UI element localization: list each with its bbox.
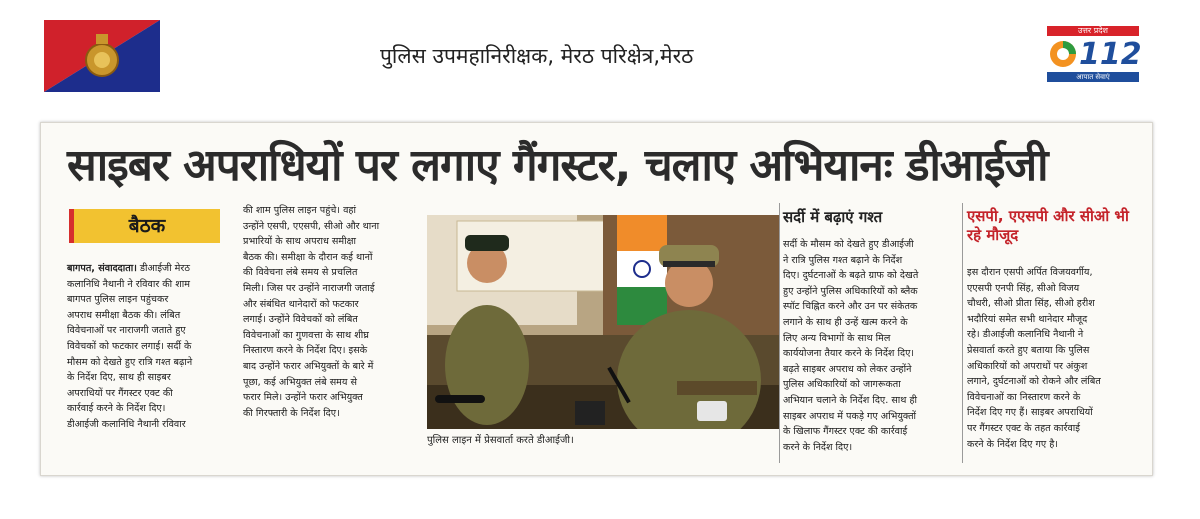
text-line: विवेचनाओं का निस्तारण करने के <box>967 391 1081 403</box>
text-line: विवेचनाओं पर नाराजगी जताते हुए <box>67 325 186 337</box>
text-line: अधिकारियों को अपराधों पर अंकुश <box>967 360 1088 372</box>
dateline: बागपत, संवाददाता। <box>67 263 137 274</box>
text-line: कलानिधि नैथानी ने रविवार की शाम <box>67 278 190 290</box>
article-column-3 <box>783 237 961 455</box>
text-line: विवेचनाओं का गुणवत्ता के साथ शीघ्र <box>243 329 369 341</box>
text-line: मौसम को देखते हुए रात्रि गश्त बढ़ाने <box>67 356 193 368</box>
text-line: पूछा, कई अभियुक्त लंबे समय से <box>243 376 358 388</box>
text-line: की शाम पुलिस लाइन पहुंचे। वहां <box>243 205 356 216</box>
text-line: इस दौरान एसपी अर्पित विजयवर्गीय, <box>967 267 1093 278</box>
text-line: हुए उन्होंने पुलिस अधिकारियों को ब्लैक <box>783 285 918 297</box>
text-line: फरार मिले। उन्होंने फरार अभियुक्त <box>243 392 363 404</box>
text-line: अपराध समीक्षा बैठक की। लंबित <box>67 309 181 321</box>
up-112-logo <box>1047 26 1142 86</box>
text-line: बाद उन्होंने फरार अभियुक्तों के बारे में <box>243 360 374 372</box>
text-line: लिए अन्य विभागों के साथ मिल <box>783 332 891 344</box>
text-line: के निर्देश दिए, साथ ही साइबर <box>67 372 171 384</box>
column-3-subhead: सर्दी में बढ़ाएं गश्त <box>783 208 883 226</box>
text-line: कार्रवाई करने के निर्देश दिए। <box>67 403 166 415</box>
article-column-1 <box>67 261 243 433</box>
text-line: प्रभारियों के साथ अपराध समीक्षा <box>243 236 356 248</box>
text-line: के खिलाफ गैंगस्टर एक्ट की कार्रवाई <box>783 426 908 438</box>
text-line: अपराधियों पर गैंगस्टर एक्ट की <box>67 387 173 399</box>
text-line: रहे। डीआईजी कलानिधि नैथानी ने <box>967 329 1084 341</box>
text-line: पर गैंगस्टर एक्ट के तहत कार्रवाई <box>967 422 1080 434</box>
text-line: चौधरी, सीओ प्रीता सिंह, सीओ हरीश <box>967 298 1095 310</box>
text-line: पुलिस अधिकारियों को जागरूकता <box>783 379 901 391</box>
text-line: ने रात्रि पुलिस गश्त बढ़ाने के निर्देश <box>783 254 903 266</box>
text-line: बागपत पुलिस लाइन पहुंचकर <box>67 294 169 306</box>
page-title: पुलिस उपमहानिरीक्षक, मेरठ परिक्षेत्र,मेरठ <box>380 44 694 68</box>
text-line: साइबर अपराध में पकड़े गए अभियुक्तों <box>783 410 917 422</box>
article-column-4 <box>967 265 1137 452</box>
text-line: और संबंधित थानेदारों को फटकार <box>243 298 359 310</box>
logo-112-top-text: उत्तर प्रदेश <box>1047 26 1139 36</box>
text-line: बैठक की। समीक्षा के दौरान कई थानों <box>243 251 373 263</box>
text-line: की गिरफ्तारी के निर्देश दिए। <box>243 407 340 419</box>
column-divider <box>779 203 780 463</box>
text-line: करने के निर्देश दिए गए है। <box>967 438 1058 450</box>
text-line: निर्देश दिए गए हैं। साइबर अपराधियों <box>967 407 1093 419</box>
text-line: भदौरियां समेत सभी थानेदार मौजूद <box>967 313 1088 325</box>
text-line: डीआईजी मेरठ <box>136 263 190 274</box>
column-4-subhead: एसपी, एएसपी और सीओ भी रहे मौजूद <box>967 207 1129 244</box>
logo-112-number: 112 <box>1079 37 1142 72</box>
logo-112-bottom-text: आपात सेवाएं <box>1047 72 1139 82</box>
text-line: अभियान चलाने के निर्देश दिए. साथ ही <box>783 394 918 406</box>
article-headline: साइबर अपराधियों पर लगाए गैंगस्टर, चलाए अभियानः डीआईजी <box>67 140 1048 191</box>
text-line: कार्ययोजना तैयार करने के निर्देश दिए। <box>783 348 915 360</box>
text-line: निस्तारण करने के निर्देश दिए। इसके <box>243 345 368 357</box>
text-line: बढ़ते साइबर अपराध को लेकर उन्होंने <box>783 363 912 375</box>
text-line: लगाने, दुर्घटनाओं को रोकने और लंबित <box>967 376 1101 388</box>
text-line: की विवेचना लंबे समय से प्रचलित <box>243 267 358 279</box>
text-line: स्पॉट चिह्नित करने और उन पर संकेतक <box>783 301 918 313</box>
text-line: लगाने के साथ ही उन्हें खत्म करने के <box>783 316 908 328</box>
text-line: मिली। जिस पर उन्होंने नाराजगी जताई <box>243 282 375 294</box>
section-tag: बैठक <box>69 209 220 243</box>
newspaper-clipping <box>40 122 1153 476</box>
text-line: विवेचकों को फटकार लगाई। सर्दी के <box>67 340 192 352</box>
text-line: लगाई। उन्होंने विवेचकों को लंबित <box>243 314 358 326</box>
press-conference-photo <box>427 215 779 429</box>
text-line: एएसपी एनपी सिंह, सीओ विजय <box>967 282 1080 294</box>
text-line: दिए। दुर्घटनाओं के बढ़ते ग्राफ को देखते <box>783 270 919 282</box>
text-line: सर्दी के मौसम को देखते हुए डीआईजी <box>783 239 914 250</box>
article-column-2 <box>243 203 415 421</box>
text-line: करने के निर्देश दिए। <box>783 441 853 453</box>
text-line: प्रेसवार्ता करते हुए बताया कि पुलिस <box>967 344 1090 356</box>
column-divider <box>962 203 963 463</box>
up-police-flag-logo <box>44 20 160 92</box>
text-line: उन्होंने एसपी, एएसपी, सीओ और थाना <box>243 220 380 232</box>
photo-caption: पुलिस लाइन में प्रेसवार्ता करते डीआईजी। <box>427 435 574 446</box>
text-line: डीआईजी कलानिधि नैथानी रविवार <box>67 418 186 430</box>
